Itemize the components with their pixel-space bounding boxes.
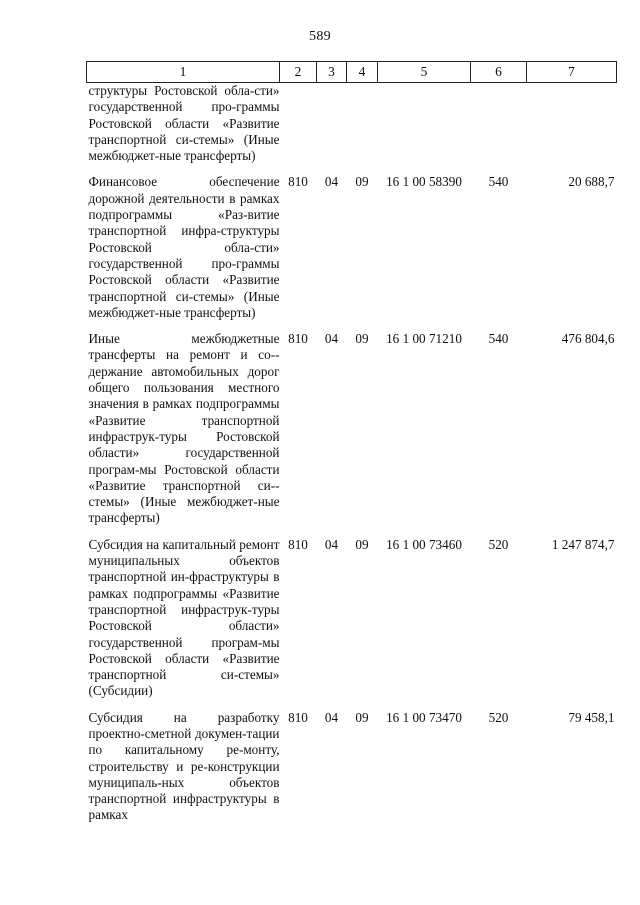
row-target-article: 16 1 00 73470 [386,709,462,725]
row-ministry-code: 810 [288,709,308,725]
row-section-code: 04 [324,709,339,725]
row-ministry-code: 810 [288,174,308,190]
column-header: 3 [317,62,347,83]
row-target-article [378,83,471,165]
row-subsection-code: 09 [355,536,369,552]
row-ministry-code: 810 [288,536,308,552]
row-description: Иные межбюджетные трансферты на ремонт и со-держание автомобильных дорог общего пользования местного значения в рамках подпрограммы «Развитие транспортной инфраструк-туры Ростовской области» государственной програм-мы Ростовской области «Развитие транспортной си-стемы» (Иные межбюджет-ные трансферты) [88,331,280,526]
row-expense-type: 520 [488,536,509,552]
row-subsection-code: 09 [355,709,369,725]
row-description: структуры Ростовской обла-сти» государственной про-граммы Ростовской области «Развитие транспортной си-стемы» (Иные межбюджет-ные трансферты) [88,83,280,164]
page-number: 589 [309,29,331,44]
row-target-article: 16 1 00 58390 [386,174,462,190]
row-section-code: 04 [324,331,339,347]
row-ministry-code: 810 [288,331,308,347]
row-expense-type: 520 [488,709,509,725]
row-subsection-code [347,83,378,165]
column-number-header-row [87,62,617,83]
row-target-article: 16 1 00 71210 [386,331,462,347]
row-description: Субсидия на капитальный ремонт муниципальных объектов транспортной ин-фраструктуры в рамках подпрограммы «Развитие транспортной инфраструк-туры Ростовской области» государственной програм-мы Ростовской области «Развитие транспортной си-стемы» (Субсидии) [88,536,280,699]
row-amount: 20 688,7 [568,174,615,190]
row-amount: 1 247 874,7 [551,536,615,552]
table-row [87,331,617,527]
row-description: Финансовое обеспечение дорожной деятельности в рамках подпрограммы «Раз-витие транспортной инфра-структуры Ростовской обла-сти» государственной про-граммы Ростовской области «Развитие транспортной си-стемы» (Иные межбюджет-ные трансферты) [88,174,280,320]
row-expense-type: 540 [488,174,509,190]
column-header: 6 [471,62,527,83]
table-row [87,710,617,824]
row-expense-type [471,83,527,165]
row-amount [527,83,617,165]
column-header: 5 [378,62,471,83]
row-section-code: 04 [324,536,339,552]
row-description: Субсидия на разработку проектно-сметной докумен-тации по капитальному ре-монту, строительству и ре-конструкции муниципаль-ных объектов транспортной инфраструктуры в рамках [88,709,280,823]
row-section-code [317,83,347,165]
row-subsection-code: 09 [355,331,369,347]
column-header: 1 [87,62,280,83]
column-header: 7 [527,62,617,83]
table-row [87,174,617,321]
table-row [87,83,617,165]
column-header: 2 [280,62,317,83]
row-target-article: 16 1 00 73460 [386,536,462,552]
table-row [87,537,617,700]
row-amount: 476 804,6 [561,331,615,347]
budget-table [86,61,617,824]
row-amount: 79 458,1 [568,709,615,725]
row-expense-type: 540 [488,331,509,347]
column-header: 4 [347,62,378,83]
row-ministry-code [280,83,317,165]
row-subsection-code: 09 [355,174,369,190]
row-section-code: 04 [324,174,339,190]
